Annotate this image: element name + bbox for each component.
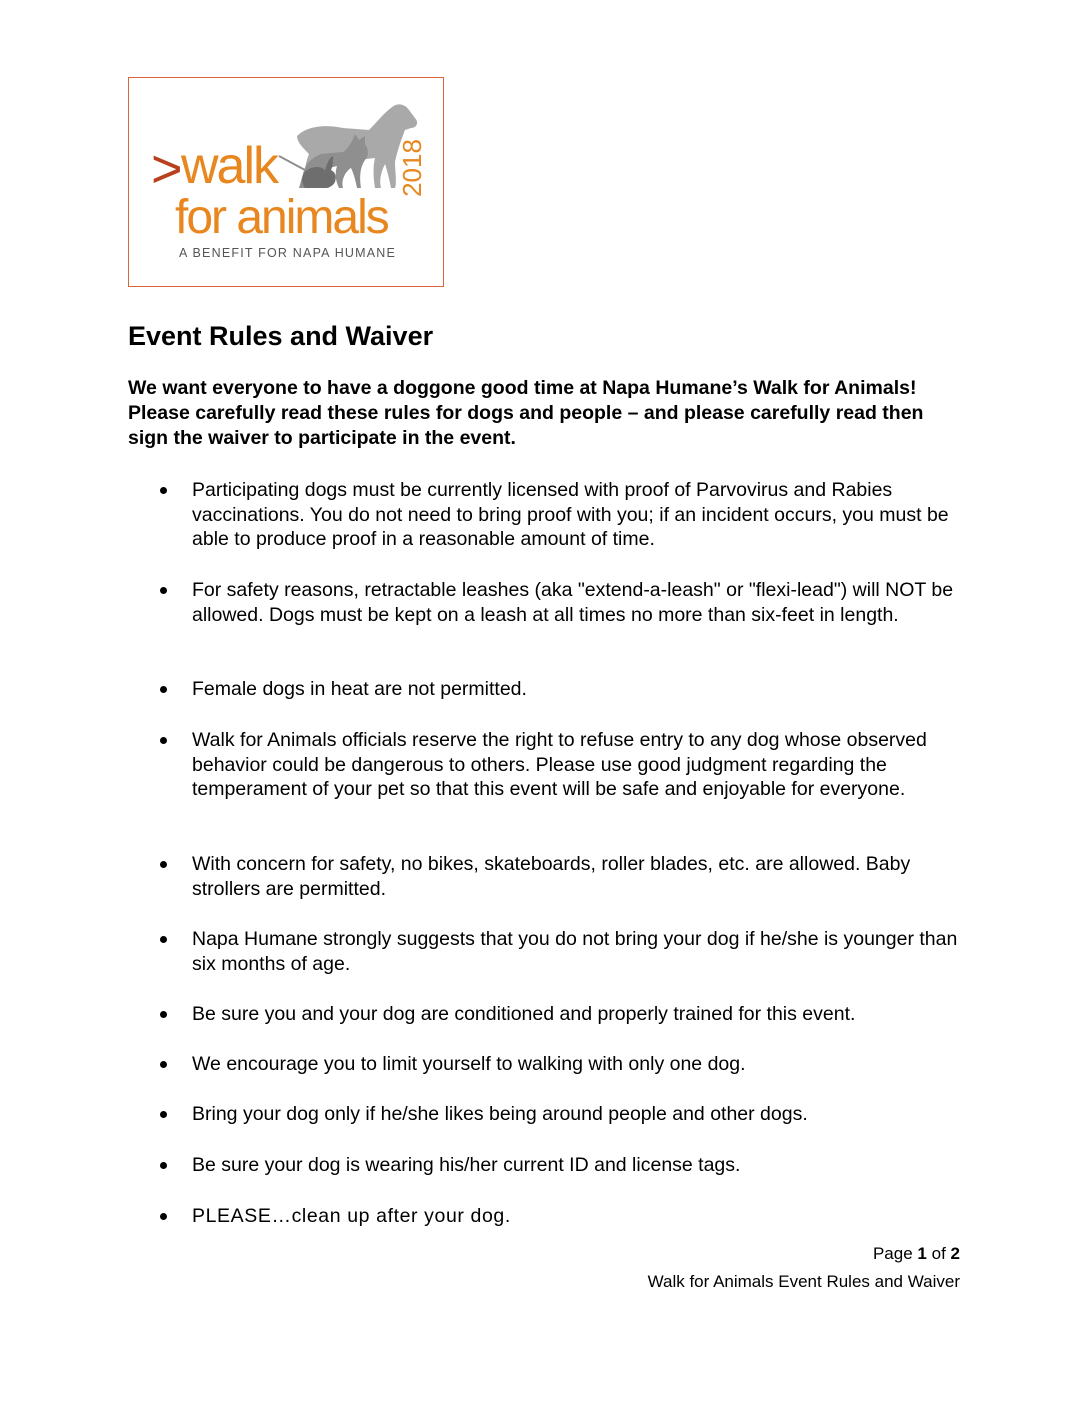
bullet-icon [160,861,167,868]
page-label: Page [872,1244,913,1263]
logo-year: 2018 [396,139,427,197]
bullet-icon [160,587,167,594]
rule-text: Walk for Animals officials reserve the right to refuse entry to any dog whose observed behavior could be dangerous to others. Please use good judgment regarding the temperament of your pet so that this event will be safe and enjoyable for everyone. [192,729,927,800]
rule-text: We encourage you to limit yourself to walking with only one dog. [192,1053,746,1075]
page-number [873,1244,960,1264]
bullet-icon [160,1061,167,1068]
leash-line [279,156,305,170]
page-title: Event Rules and Waiver [128,321,434,351]
rule-text: Female dogs in heat are not permitted. [192,678,527,700]
page-of: of [931,1244,946,1263]
intro-paragraph: We want everyone to have a doggone good time at Napa Humane’s Walk for Animals! Please carefully read these rules for dogs and people – and please carefully read then sign the waiver to participate in the event. [128,377,924,449]
bullet-icon [160,1162,167,1169]
bullet-icon [160,1111,167,1118]
rule-text: Napa Humane strongly suggests that you do not bring your dog if he/she is younger than six months of age. [192,928,958,975]
footer-document-name: Walk for Animals Event Rules and Waiver [647,1272,960,1291]
rule-text: Be sure you and your dog are conditioned and properly trained for this event. [192,1003,856,1025]
rule-text: PLEASE…clean up after your dog. [192,1205,511,1227]
event-logo [128,77,444,287]
rule-text: With concern for safety, no bikes, skateboards, roller blades, etc. are allowed. Baby strollers are permitted. [192,853,911,900]
page-total: 2 [950,1244,960,1263]
rule-text: Participating dogs must be currently licensed with proof of Parvovirus and Rabies vaccinations. You do not need to bring proof with you; if an incident occurs, you must be able to produce proof in a reasonable amount of time. [192,479,949,550]
logo-chevron: > [151,139,181,199]
bullet-icon [160,737,167,744]
rule-text: For safety reasons, retractable leashes (aka "extend-a-leash" or "flexi-lead") will NOT be allowed. Dogs must be kept on a leash at all times no more than six-feet in length. [192,579,954,626]
bullet-icon [160,487,167,494]
bullet-icon [160,686,167,693]
rule-text: Be sure your dog is wearing his/her current ID and license tags. [192,1154,741,1176]
page-current: 1 [917,1244,927,1263]
logo-tagline: A BENEFIT FOR NAPA HUMANE [179,246,397,260]
bullet-icon [160,1213,167,1220]
bullet-icon [160,936,167,943]
logo-walk-text: walk [181,137,278,195]
bullet-icon [160,1011,167,1018]
logo-for-animals-text: for animals [175,191,388,244]
rule-text: Bring your dog only if he/she likes being around people and other dogs. [192,1103,808,1125]
